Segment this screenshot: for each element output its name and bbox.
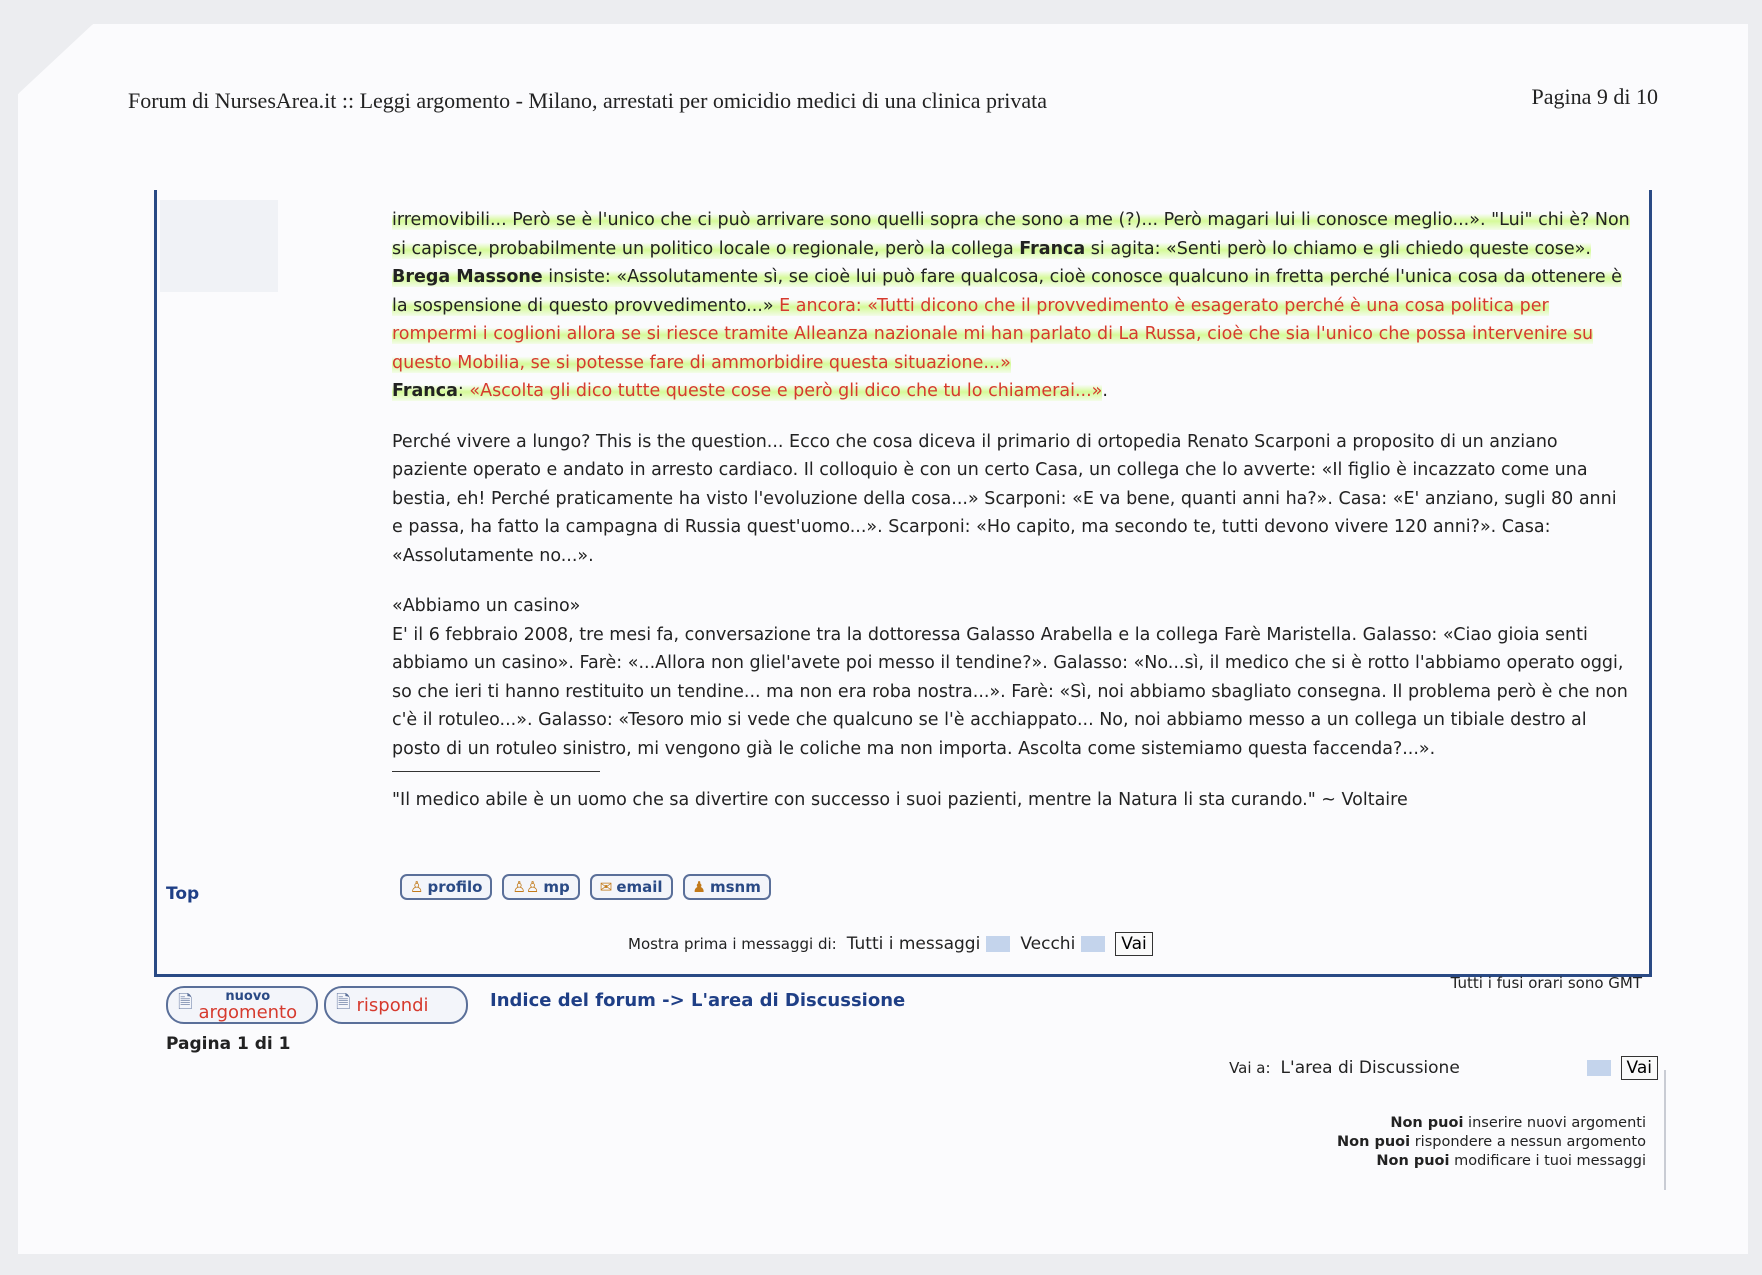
pm-button[interactable] (502, 874, 579, 900)
chevron-down-icon (1081, 936, 1105, 952)
post-buttons (400, 874, 771, 900)
permission-line (1337, 1133, 1646, 1152)
permission-bold: Non puoi (1390, 1115, 1464, 1131)
paragraph-3 (392, 592, 1632, 763)
button-label: email (616, 878, 663, 896)
forum-index-link[interactable]: Indice del forum (490, 990, 656, 1011)
permission-bold: Non puoi (1376, 1153, 1450, 1169)
new-topic-button[interactable] (166, 986, 318, 1024)
permissions-list (1337, 1114, 1646, 1171)
user-icon: ♙ (410, 878, 424, 896)
filter-select[interactable] (847, 934, 1011, 954)
users-icon: ♙♙ (512, 878, 540, 896)
print-page-number: Pagina 9 di 10 (1531, 84, 1658, 109)
email-button[interactable] (590, 874, 673, 900)
breadcrumb (490, 990, 905, 1011)
jump-to-controls (1229, 1056, 1658, 1080)
text-span: E' il 6 febbraio 2008, tre mesi fa, conversazione tra la dottoressa Galasso Arabella e la collega Farè Maristella. Galasso: «Ciao gioia senti abbiamo un casino». Farè: «...Allora non gliel'avete poi messo il tendine?». Galasso: «No...sì, il medico che si è rotto l'abbiamo operato oggi, so che ieri ti hanno restituito un tendine... ma non era roba nostra...». Farè: «Sì, noi abbiamo sbagliato consegna. Il problema però è che non c'è il rotuleo...». Galasso: «Tesoro mio si vede che qualcuno se l'è acchiappato... No, noi abbiamo messo a un collega un tibiale destro al posto di un rotuleo sinistro, mi vengono già le coliche ma non importa. Ascolta come sistemiamo questa faccenda?...». (392, 624, 1628, 759)
text-span: : (457, 381, 470, 401)
sort-select[interactable] (1020, 934, 1105, 954)
pagination: Pagina 1 di 1 (166, 1034, 291, 1054)
new-small-label: nuovo (225, 989, 271, 1004)
button-label: profilo (427, 878, 483, 896)
reply-button[interactable] (324, 986, 468, 1024)
post-body (392, 206, 1632, 815)
section-title: «Abbiamo un casino» (392, 596, 581, 616)
msn-icon: ♟ (692, 878, 706, 896)
document-icon: 🗎 (336, 992, 351, 1013)
select-value: L'area di Discussione (1280, 1058, 1460, 1078)
speaker-brega-massone: Brega Massone (392, 267, 543, 287)
print-header-title: Forum di NursesArea.it :: Leggi argomento - Milano, arrestati per omicidio medici di una clinica privata (128, 88, 1048, 113)
permission-line (1337, 1114, 1646, 1133)
new-topic-label (198, 989, 297, 1021)
button-label: msnm (710, 878, 761, 896)
jump-label: Vai a: (1229, 1059, 1271, 1077)
speaker-franca: Franca (392, 381, 458, 401)
permission-text: modificare i tuoi messaggi (1449, 1153, 1646, 1169)
select-value: Tutti i messaggi (846, 934, 981, 954)
timezone-note: Tutti i fusi orari sono GMT (1450, 974, 1642, 992)
text-span: insiste: «Assolutamente sì, se cioè lui può fare qualcosa, cioè conosce qualcuno in fretta perché l'unica cosa da ottenere è la sospensione di questo provvedimento...» (392, 267, 1622, 316)
msnm-button[interactable] (683, 874, 771, 900)
select-value: Vecchi (1020, 934, 1076, 954)
chevron-down-icon (1587, 1060, 1611, 1076)
jump-go-button[interactable]: Vai (1621, 1056, 1658, 1080)
signature: "Il medico abile è un uomo che sa divertire con successo i suoi pazienti, mentre la Natura li sta curando." ~ Voltaire (392, 790, 1408, 810)
chevron-down-icon (986, 936, 1010, 952)
reply-label: rispondi (356, 994, 429, 1016)
mail-icon: ✉ (599, 878, 613, 896)
signature-divider (392, 771, 600, 772)
red-quote: E ancora: «Tutti dicono che il provvedimento è esagerato perché è una cosa politica per rompermi i coglioni allora se si riesce tramite Alleanza nazionale mi han parlato di La Russa, cioè che sia l'unico che possa intervenire su questo Mobilia, se si potesse fare di ammorbidire questa situazione...» (392, 295, 1594, 373)
top-link[interactable]: Top (166, 884, 200, 904)
forum-area-link[interactable]: L'area di Discussione (690, 990, 906, 1011)
text-span: . (1102, 381, 1108, 401)
permission-line (1337, 1152, 1646, 1171)
message-order-controls (628, 932, 1153, 956)
divider (1664, 1070, 1666, 1190)
button-label: mp (543, 878, 570, 896)
text-span: irremovibili... Però se è l'unico che ci può arrivare sono quelli sopra che sono a me (?)... Però magari lui li conosce meglio...». "Lui" chi è? Non si capisce, probabilmente un politico locale o regionale, però la collega (392, 210, 1630, 259)
profile-button[interactable] (400, 874, 492, 900)
document-icon: 🗎 (178, 992, 193, 1013)
speaker-franca: Franca (1019, 238, 1086, 259)
permission-text: inserire nuovi argomenti (1463, 1115, 1646, 1131)
red-quote: «Ascolta gli dico tutte queste cose e però gli dico che tu lo chiamerai...» (469, 381, 1103, 401)
permission-bold: Non puoi (1337, 1134, 1411, 1150)
permission-text: rispondere a nessun argomento (1410, 1134, 1646, 1150)
breadcrumb-separator: -> (655, 990, 691, 1011)
order-label: Mostra prima i messaggi di: (628, 935, 837, 953)
avatar (160, 200, 278, 292)
paragraph-2: Perché vivere a lungo? This is the question... Ecco che cosa diceva il primario di ortopedia Renato Scarponi a proposito di un anziano paziente operato e andato in arresto cardiaco. Il colloquio è con un certo Casa, un collega che lo avverte: «Il figlio è incazzato come una bestia, eh! Perché praticamente ha visto l'evoluzione della cosa...» Scarponi: «E va bene, quanti anni ha?». Casa: «E' anziano, sugli 80 anni e passa, ha fatto la campagna di Russia quest'uomo...». Scarponi: «Ho capito, ma secondo te, tutti devono vivere 120 anni?». Casa: «Assolutamente no...». (392, 431, 1617, 566)
new-big-label: argomento (198, 1002, 298, 1023)
jump-select[interactable] (1281, 1058, 1611, 1078)
text-span: si agita: «Senti però lo chiamo e gli chiedo queste cose». (1085, 238, 1591, 259)
order-go-button[interactable]: Vai (1115, 932, 1152, 956)
paragraph-1 (392, 206, 1632, 406)
